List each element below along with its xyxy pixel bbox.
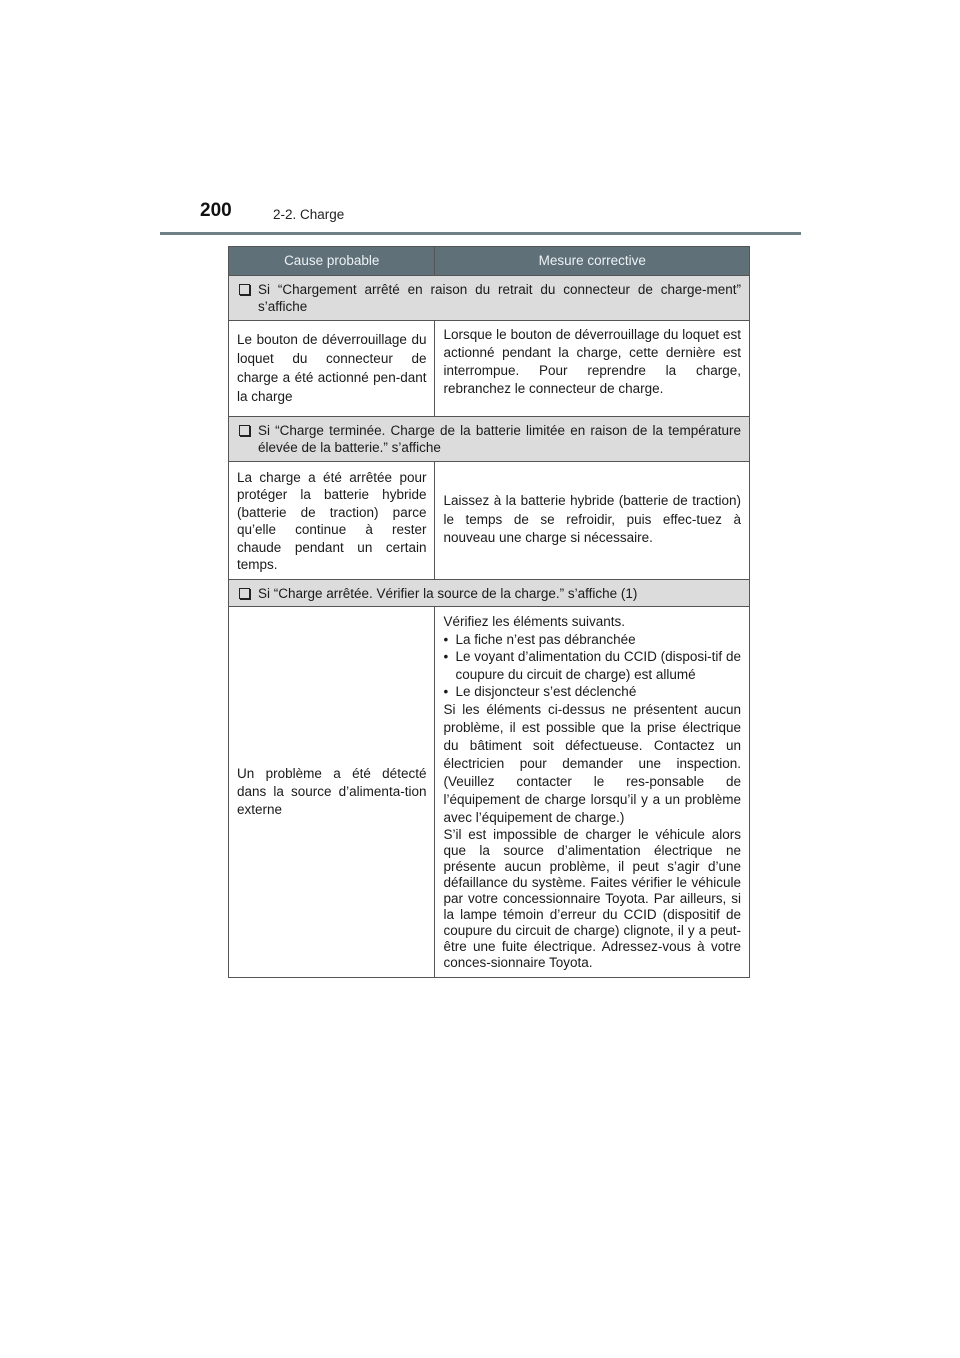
measure-cell: Lorsque le bouton de déverrouillage du loquet est actionné pendant la charge, cette dernière est interrompue. Pour reprendre la charge, rebranchez le connecteur de charge.: [435, 320, 750, 416]
header-rule: [160, 232, 801, 235]
table-header-row: [229, 247, 750, 276]
measure-intro: Vérifiez les éléments suivants.: [443, 614, 626, 629]
case-text: Si “Chargement arrêté en raison du retrait du connecteur de charge-ment” s’affiche: [258, 281, 741, 314]
cause-cell: Un problème a été détecté dans la source d’alimenta-tion externe: [229, 607, 435, 978]
table-row: [229, 461, 750, 579]
section-title: 2-2. Charge: [273, 207, 345, 222]
page-number: 200: [200, 200, 232, 221]
measure-paragraph: S’il est impossible de charger le véhicule alors que la source d’alimentation électrique ne présente aucun problème, il peut s’agir d’une défaillance du système. Faites vérifier le véhicule par votre concessionnaire Toyota. Par ailleurs, si la lampe témoin d’erreur du CCID (dispositif de coupure du circuit de charge) clignote, il y a peut-être une fuite électrique. Adressez-vous à votre conces-sionnaire Toyota.: [443, 826, 741, 970]
list-item: • Le voyant d’alimentation du CCID (disposi-tif de coupure du circuit de charge) est allumé: [443, 648, 741, 683]
measure-paragraph: Si les éléments ci-dessus ne présentent aucun problème, il est possible que la prise électrique du bâtiment soit défectueuse. Contactez un électricien pour demander une inspection. (Veuillez contacter le res-ponsable de l’équipement de charge lorsqu’il y a un problème avec l’équipement de charge.): [443, 701, 741, 825]
cause-cell: Le bouton de déverrouillage du loquet du connecteur de charge a été actionné pen-dant la charge: [229, 320, 435, 416]
table-row: [229, 607, 750, 978]
measure-cell: [435, 607, 750, 978]
case-cell: [229, 275, 750, 320]
measure-cell: Laissez à la batterie hybride (batterie de traction) le temps de se refroidir, puis effec-tuez à nouveau une charge si nécessaire.: [435, 461, 750, 579]
column-header-measure: Mesure corrective: [435, 247, 750, 276]
list-item: • La fiche n’est pas débranchée: [443, 631, 741, 649]
case-cell: [229, 416, 750, 461]
list-item: • Le disjoncteur s’est déclenché: [443, 683, 741, 701]
case-row: [229, 416, 750, 461]
case-text: Si “Charge arrêtée. Vérifier la source de la charge.” s’affiche (1): [258, 585, 638, 601]
cause-cell: La charge a été arrêtée pour protéger la batterie hybride (batterie de traction) parce qu’elle continue à rester chaude pendant un certain temps.: [229, 461, 435, 579]
checkbox-square-icon: [239, 588, 250, 599]
case-row: [229, 275, 750, 320]
case-row: [229, 579, 750, 607]
checkbox-square-icon: [239, 425, 250, 436]
case-cell: [229, 579, 750, 607]
table-row: [229, 320, 750, 416]
troubleshooting-table: [228, 246, 750, 978]
checkbox-square-icon: [239, 284, 250, 295]
case-text: Si “Charge terminée. Charge de la batterie limitée en raison de la température élevée de la batterie.” s’affiche: [258, 422, 741, 455]
measure-bullet-list: [443, 631, 741, 701]
column-header-cause: Cause probable: [229, 247, 435, 276]
